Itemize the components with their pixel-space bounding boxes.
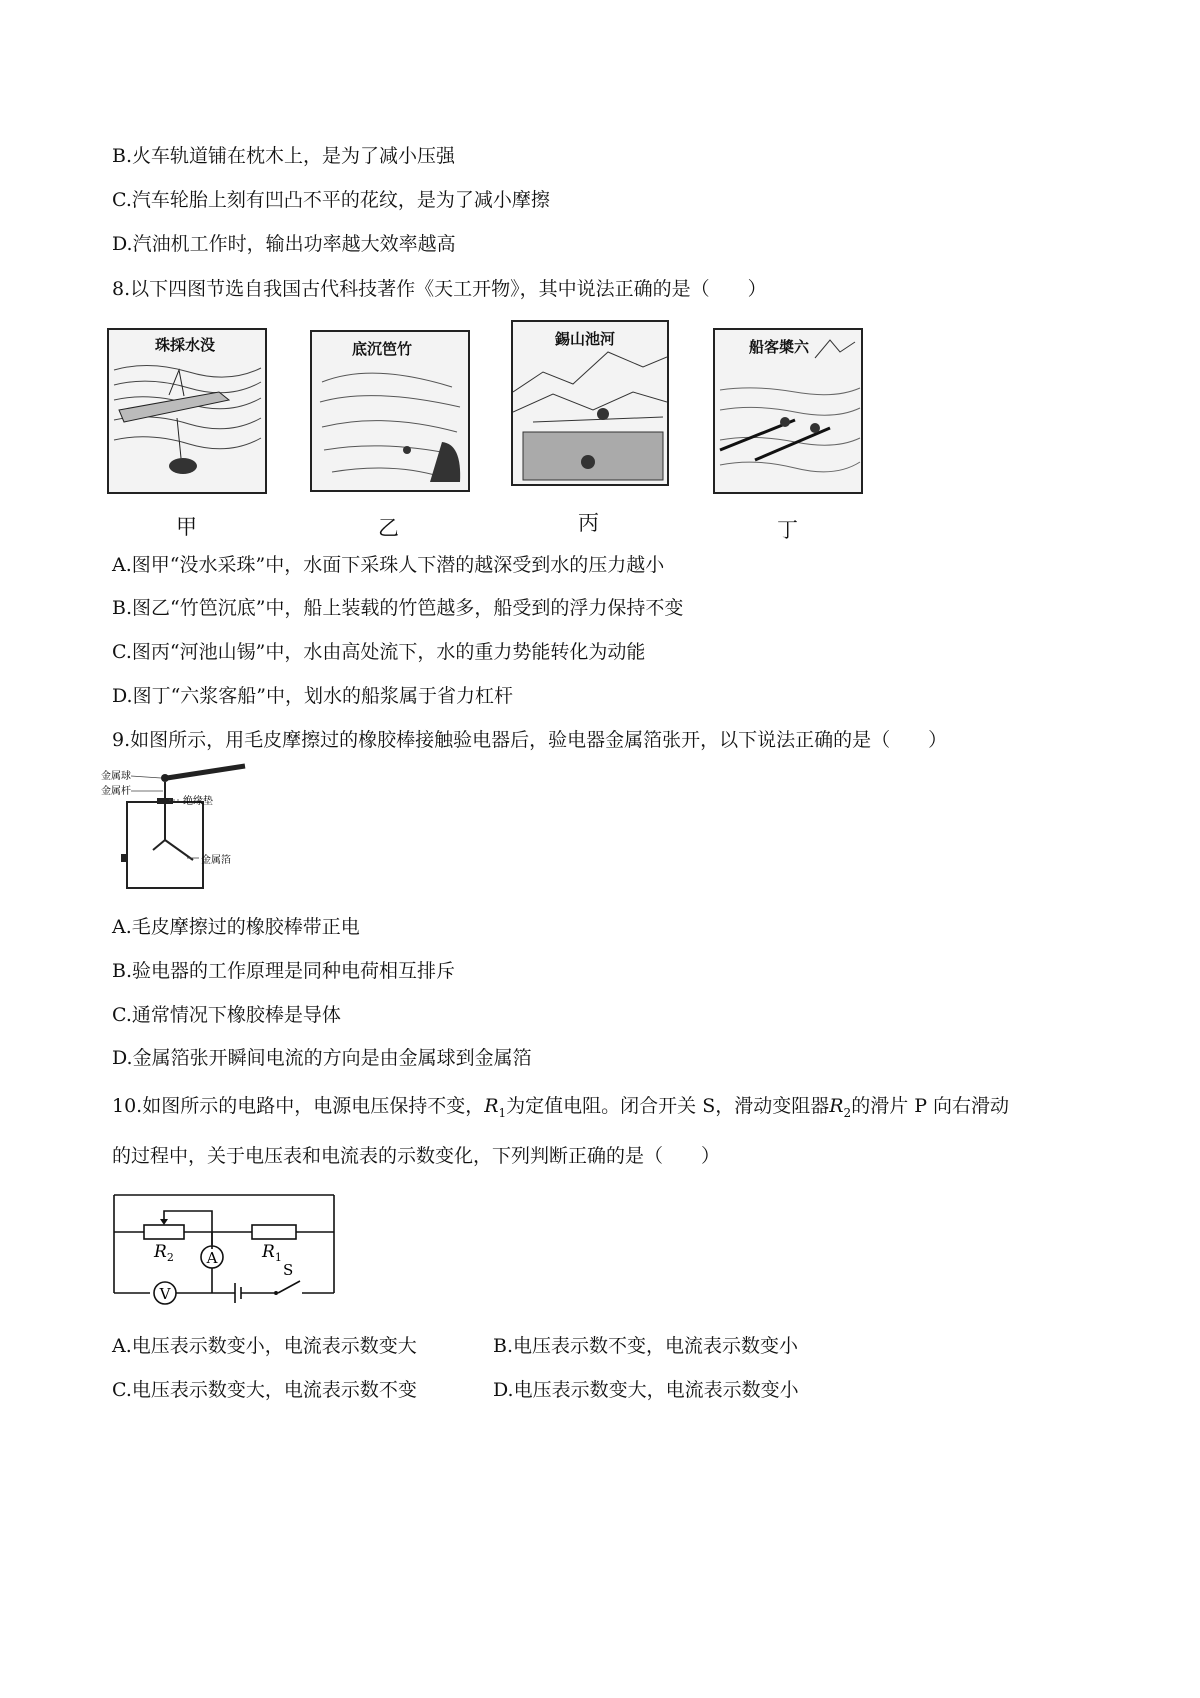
q10-option-b: B.电压表示数不变，电流表示数变小 [493,1335,799,1357]
r1-subscript: 1 [498,1105,507,1120]
figure-ding [713,328,863,494]
q10-stem-part-c: 的滑片 P 向右滑动 [851,1095,1010,1117]
q9-option-d: D.金属箔张开瞬间电流的方向是由金属球到金属箔 [112,1047,532,1069]
q10-stem-part-a: 10.如图所示的电路中，电源电压保持不变， [112,1095,485,1117]
q7-option-b: B.火车轨道铺在枕木上，是为了减小压强 [112,145,456,167]
figure-ding-title: 船客槳六 [749,338,810,356]
circuit-r2-label: $R_2$ [154,1242,174,1264]
circuit-r1-label: $R_1$ [262,1242,282,1264]
q10-stem-part-b: 为定值电阻。闭合开关 S，滑动变阻器 [506,1095,830,1117]
figure-ding-illustration [715,330,861,492]
label-metal-ball: 金属球 [101,771,131,782]
figure-yi [310,330,470,492]
figure-jia-caption: 甲 [176,515,197,539]
r2-subscript: 2 [843,1105,852,1120]
figure-jia [107,328,267,494]
figure-bing [511,320,669,486]
figure-bing-title: 錫山池河 [555,330,616,348]
label-insulating-pad: 绝缘垫 [183,796,213,807]
figure-jia-title: 珠採水没 [155,336,216,354]
r1-letter: R [484,1095,499,1117]
figure-ding-caption: 丁 [777,518,798,542]
q8-option-b: B.图乙“竹笆沉底”中，船上装载的竹笆越多，船受到的浮力保持不变 [112,597,684,619]
label-metal-foil: 金属箔 [201,855,231,866]
q8-option-d: D.图丁“六浆客船”中，划水的船浆属于省力杠杆 [112,685,514,707]
q9-option-a: A.毛皮摩擦过的橡胶棒带正电 [112,916,360,938]
q10-stem-line1 [112,1093,1009,1126]
electroscope-diagram [95,760,275,895]
q9-option-c: C.通常情况下橡胶棒是导体 [112,1004,341,1026]
q8-stem: 8.以下四图节选自我国古代科技著作《天工开物》，其中说法正确的是（ ） [112,278,767,300]
q7-option-d: D.汽油机工作时，输出功率越大效率越高 [112,233,456,255]
q8-option-a: A.图甲“没水采珠”中，水面下采珠人下潜的越深受到水的压力越小 [112,554,665,576]
label-metal-rod: 金属杆 [101,786,131,797]
q10-option-a: A.电压表示数变小，电流表示数变大 [112,1335,417,1357]
q7-option-c: C.汽车轮胎上刻有凹凸不平的花纹，是为了减小摩擦 [112,189,550,211]
figure-jia-illustration [109,330,265,492]
ammeter-label: A [206,1249,218,1267]
figure-yi-title: 底沉笆竹 [352,340,413,358]
switch-label: S [283,1261,294,1279]
r2-letter: R [829,1095,844,1117]
q8-option-c: C.图丙“河池山锡”中，水由高处流下，水的重力势能转化为动能 [112,641,646,663]
figure-bing-caption: 丙 [578,511,599,535]
figure-yi-illustration [312,332,468,490]
voltmeter-label: V [159,1285,171,1303]
q10-option-d: D.电压表示数变大，电流表示数变小 [493,1379,799,1401]
q9-option-b: B.验电器的工作原理是同种电荷相互排斥 [112,960,456,982]
figure-yi-caption: 乙 [378,516,399,540]
q9-stem: 9.如图所示，用毛皮摩擦过的橡胶棒接触验电器后，验电器金属箔张开，以下说法正确的是（ ） [112,729,948,751]
q10-option-c: C.电压表示数变大，电流表示数不变 [112,1379,417,1401]
q10-stem-line2: 的过程中，关于电压表和电流表的示数变化，下列判断正确的是（ ） [112,1145,721,1167]
r1-symbol [484,1095,507,1120]
figure-bing-illustration [513,322,667,484]
r2-symbol [829,1095,852,1120]
circuit-diagram [100,1185,350,1315]
